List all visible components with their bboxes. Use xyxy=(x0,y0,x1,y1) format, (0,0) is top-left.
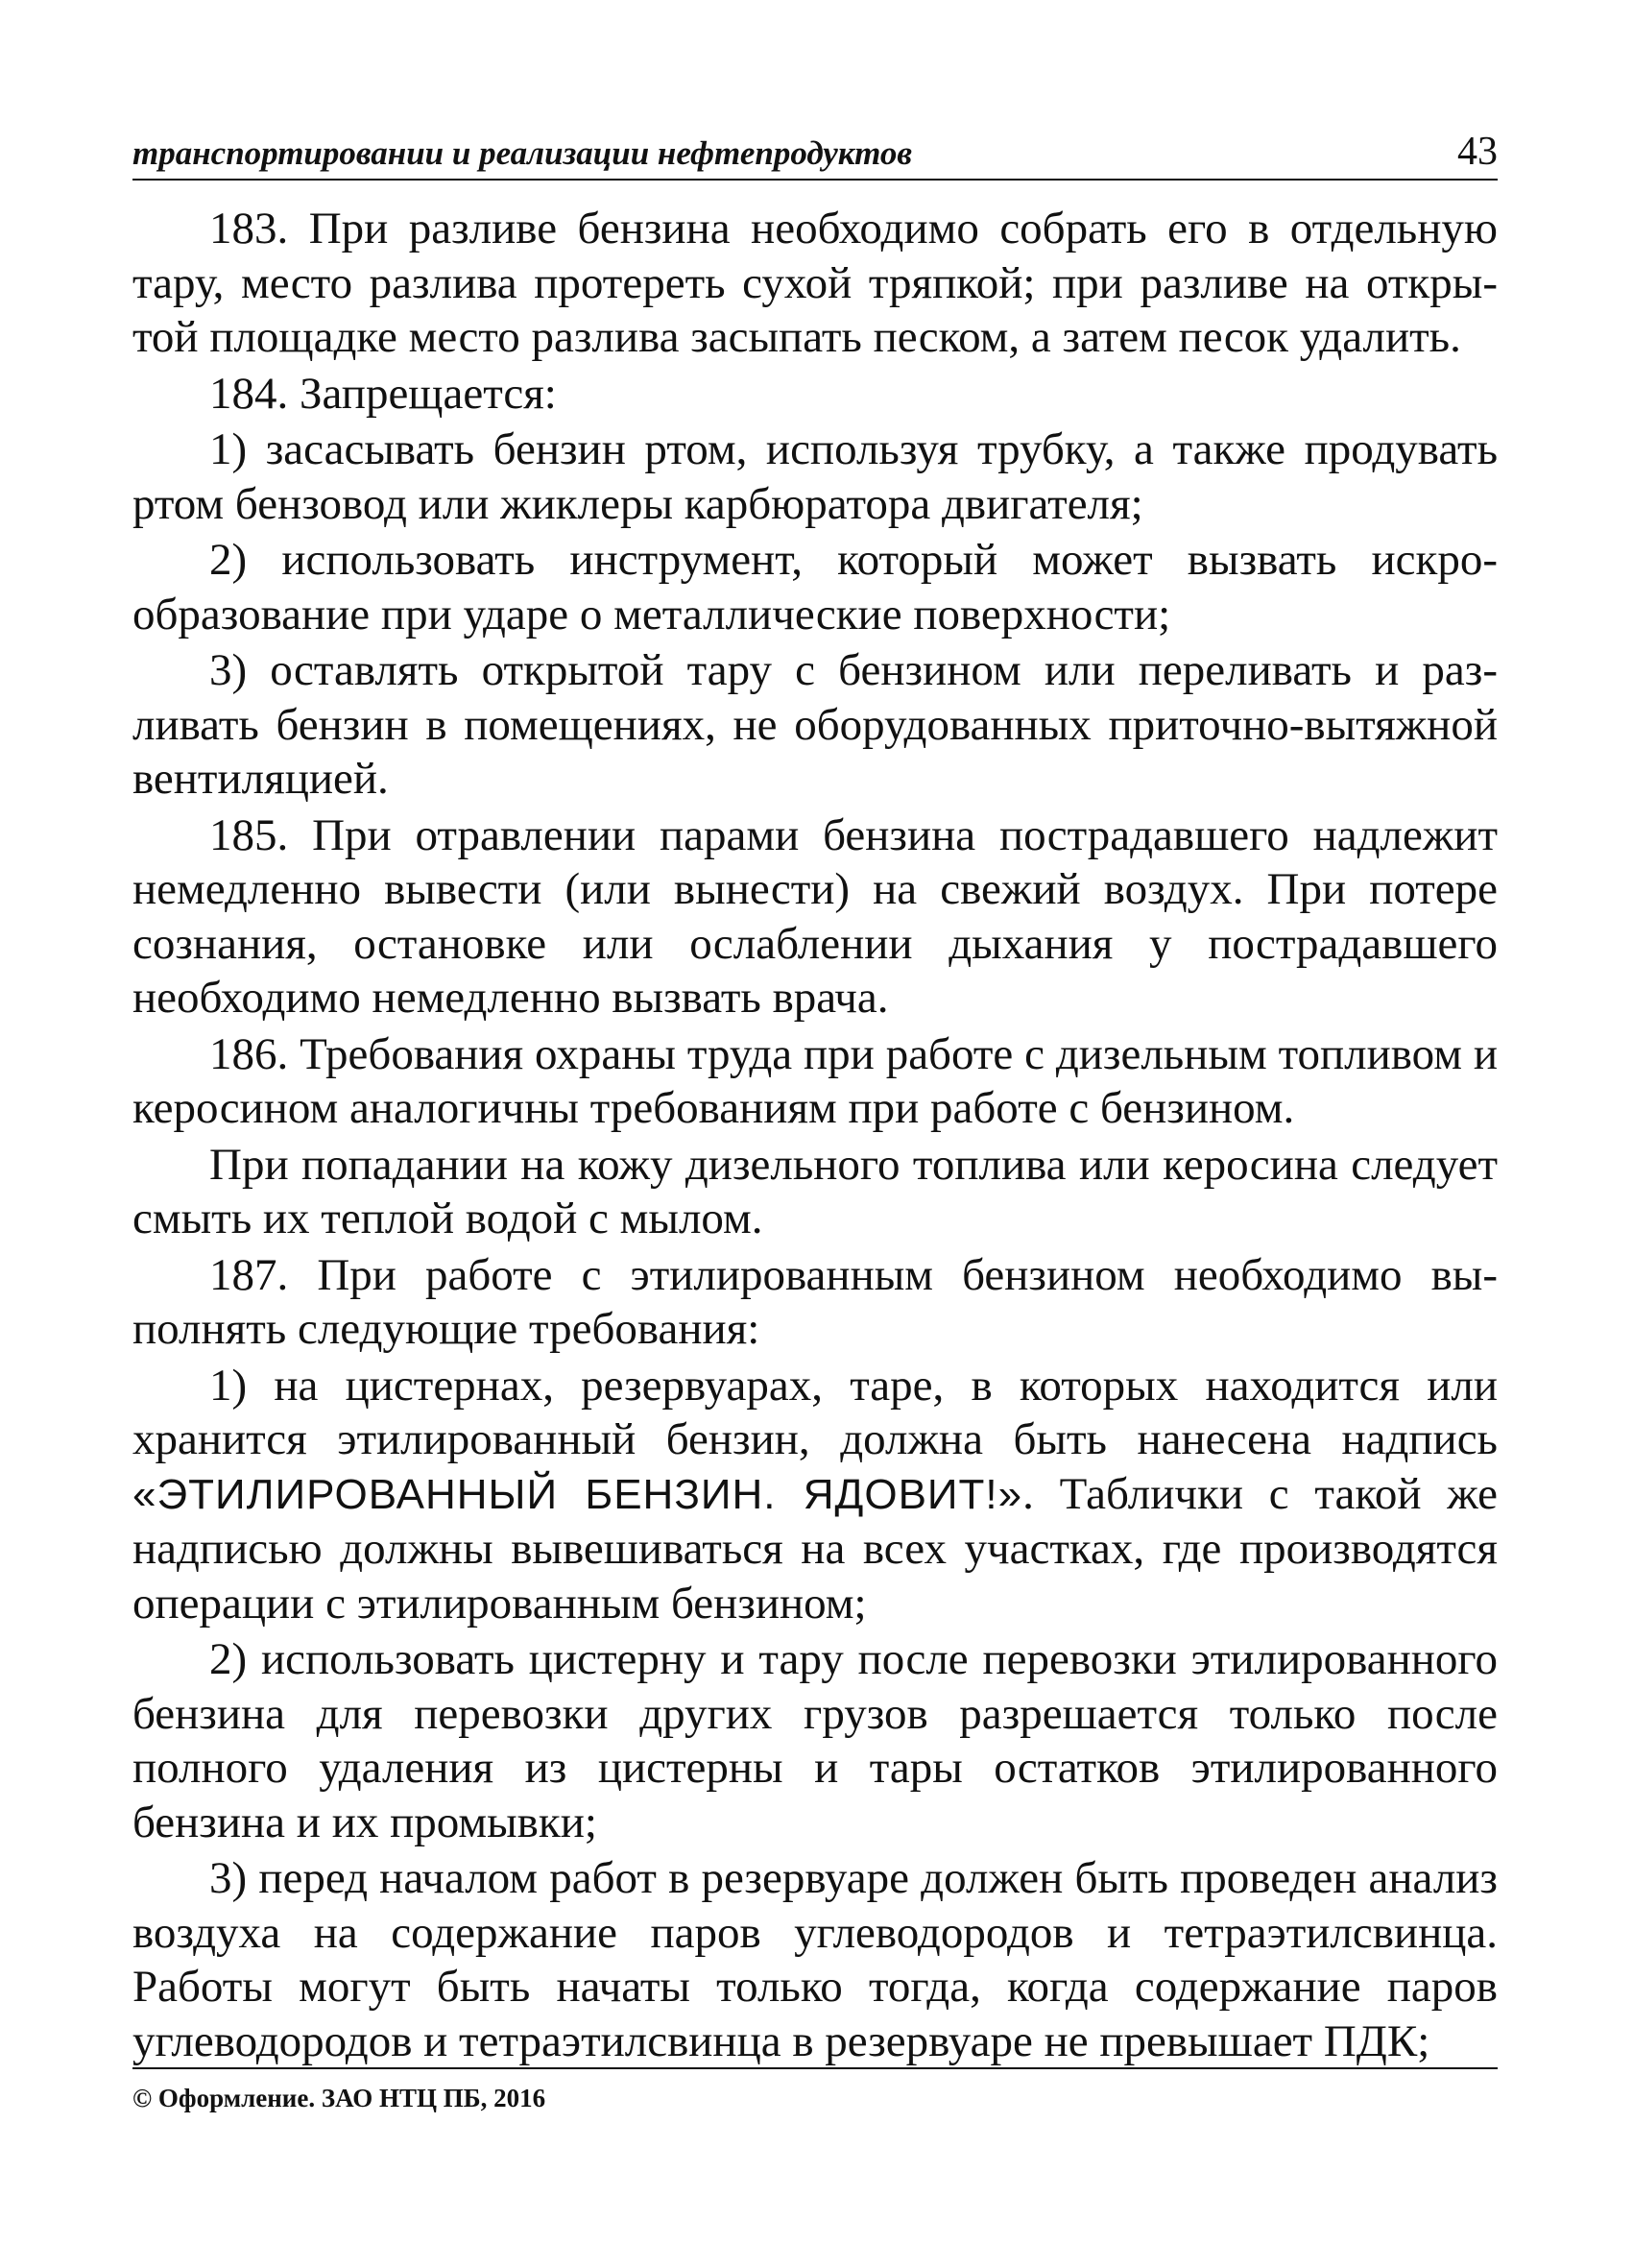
list-item-184-1: 1) засасывать бензин ртом, используя трубку, а также продувать ртом бензовод или жиклеры карбюратора двигателя; xyxy=(132,424,1498,529)
list-item-187-3: 3) перед началом работ в резервуаре должен быть проведен анализ воздуха на содержание паров углеводородов и тетраэтилсвинца. Работы могут быть начаты только тогда, когда содержание паров углеводородов и тетраэтилсвинца в резервуаре не превышает ПДК; xyxy=(132,1853,1498,2066)
page-footer xyxy=(132,2067,1498,2113)
paragraph-183: 183. При разливе бензина необходимо собрать его в отдельную тару, место разлива протереть сухой тряпкой; при разливе на открытой площадке место разлива засыпать песком, а затем песок удалить. xyxy=(132,204,1498,362)
paragraph-184: 184. Запрещается: xyxy=(209,368,557,419)
paragraph-185: 185. При отравлении парами бензина пострадавшего надлежит немедленно вывести (или вынести) на свежий воздух. При потере сознания, остановке или ослаблении дыхания у пострадавшего необходимо немедленно вызвать врача. xyxy=(132,809,1498,1023)
warning-label-caps: «ЭТИЛИРОВАННЫЙ БЕНЗИН. ЯДОВИТ!» xyxy=(132,1470,1023,1518)
list-item-187-2: 2) использовать цистерну и тару после перевозки этилированного бензина для перевозки других грузов разрешается только после полного удаления из цистерны и тары остатков этилированного бензина и их промывки; xyxy=(132,1634,1498,1847)
page-number: 43 xyxy=(1457,130,1498,174)
paragraph-186: 186. Требования охраны труда при работе с дизельным топливом и керосином аналогичны требованиям при работе с бензином. xyxy=(132,1028,1498,1133)
list-item-184-2: 2) использовать инструмент, который может вызвать искрообразование при ударе о металлические поверхности; xyxy=(132,535,1498,639)
warning-text-before: 1) на цистернах, резервуарах, таре, в которых находится или хранится этилированный бензин, должна быть нанесена надпись xyxy=(132,1360,1498,1464)
paragraph-186-continued: При попадании на кожу дизельного топлива или керосина следует смыть их теплой водой с мылом. xyxy=(132,1139,1498,1243)
list-item-184-3: 3) оставлять открытой тару с бензином или переливать и разливать бензин в помещениях, не оборудованных приточно-вытяжной вентиляцией. xyxy=(132,645,1498,804)
warning-text-after: . Таблички с такой же надписью должны вывешиваться на всех участках, где производятся операции с этилированным бензином; xyxy=(132,1468,1498,1629)
page-header xyxy=(132,129,1498,181)
body-text xyxy=(132,202,1498,2068)
list-item-187-1 xyxy=(132,1359,1498,1631)
running-title: транспортировании и реализации нефтепродуктов xyxy=(132,134,912,172)
copyright-notice: © Оформление. ЗАО НТЦ ПБ, 2016 xyxy=(132,2084,546,2112)
paragraph-187: 187. При работе с этилированным бензином необходимо выполнять следующие требования: xyxy=(132,1249,1498,1354)
